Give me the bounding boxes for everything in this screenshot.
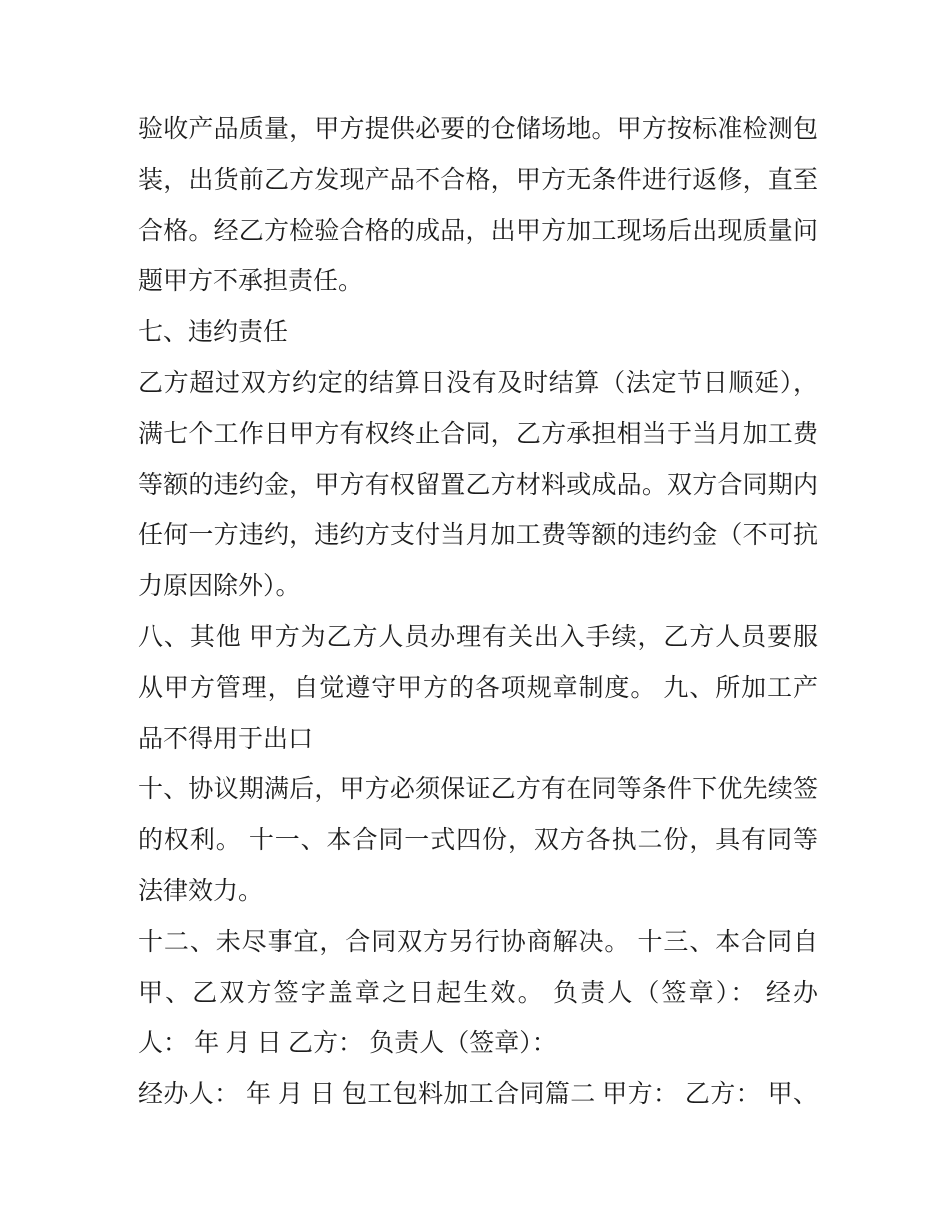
text-line: 法律效力。 [138,877,264,905]
text-line: 经办人： 年 月 日 包工包料加工合同篇二 甲方： 乙方： 甲、 [138,1081,818,1109]
text-line: 乙方超过双方约定的结算日没有及时结算（法定节日顺延）， [138,369,818,397]
text-line: 八、其他 甲方为乙方人员办理有关出入手续，乙方人员要服 [138,623,818,651]
text-line clause-seven-heading: 七、违约责任 [138,319,289,347]
text-line: 品不得用于出口 [138,725,314,753]
text-line: 力原因除外）。 [138,573,301,601]
text-line: 的权利。 十一、本合同一式四份，双方各执二份，具有同等 [138,827,818,855]
text-line: 合格。经乙方检验合格的成品，出甲方加工现场后出现质量问 [138,217,818,245]
text-line: 题甲方不承担责任。 [138,268,364,296]
text-line: 验收产品质量，甲方提供必要的仓储场地。甲方按标准检测包 [138,116,818,143]
text-line: 十、协议期满后，甲方必须保证乙方有在同等条件下优先续签 [138,776,818,804]
text-line: 满七个工作日甲方有权终止合同，乙方承担相当于当月加工费 [138,420,818,448]
text-line: 人： 年 月 日 乙方： 负责人（签章）： [138,1030,557,1058]
text-line: 装，出货前乙方发现产品不合格，甲方无条件进行返修，直至 [138,166,818,194]
text-line: 等额的违约金，甲方有权留置乙方材料或成品。双方合同期内 [138,471,818,499]
text-line: 甲、乙双方签字盖章之日起生效。 负责人（签章）： 经办 [138,979,818,1007]
text-line: 任何一方违约，违约方支付当月加工费等额的违约金（不可抗 [138,522,818,550]
contract-text-block [138,105,818,1121]
text-line: 从甲方管理，自觉遵守甲方的各项规章制度。 九、所加工产 [138,674,818,702]
text-line: 十二、未尽事宜，合同双方另行协商解决。 十三、本合同自 [138,928,818,956]
